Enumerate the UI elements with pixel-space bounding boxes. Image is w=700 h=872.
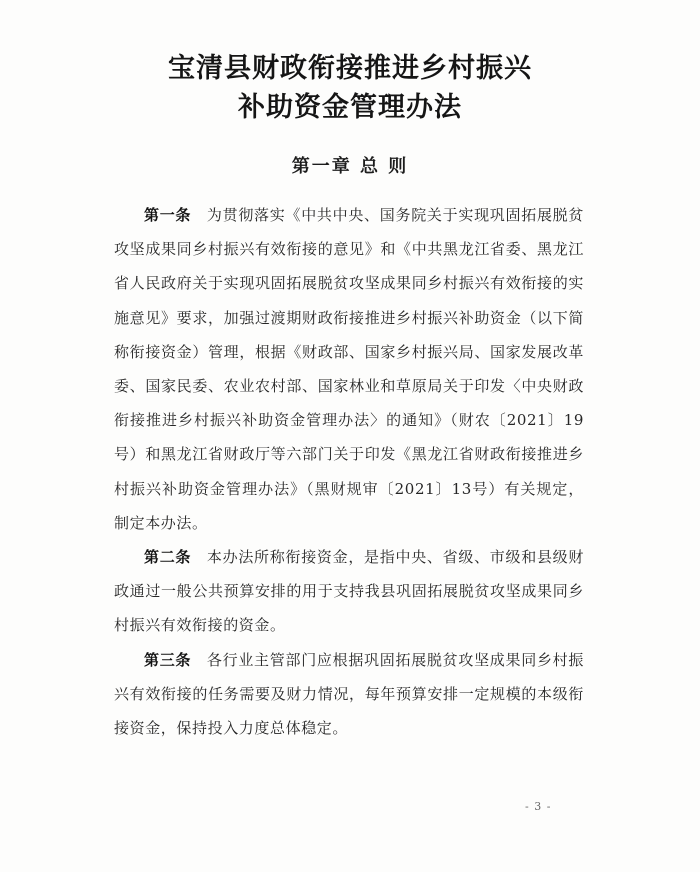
- article-number: 第一条: [144, 206, 192, 224]
- chapter-heading: 第一章 总 则: [291, 156, 409, 177]
- article-number: 第二条: [144, 548, 192, 567]
- article-text: 本办法所称衔接资金，是指中央、省级、市级和县级财政通过一般公共预算安排的用于支持我县巩固拓展脱贫攻坚成果同乡村振兴有效衔接的资金。: [114, 548, 584, 635]
- article-number: 第三条: [144, 650, 192, 669]
- article-1: [114, 198, 584, 540]
- page-number: - 3 -: [525, 800, 552, 813]
- document-body: [114, 198, 584, 745]
- article-3: [114, 643, 584, 746]
- document-title-line-1: 宝清县财政衔接推进乡村振兴: [168, 53, 532, 84]
- article-2: [114, 540, 584, 643]
- article-text: 各行业主管部门应根据巩固拓展脱贫攻坚成果同乡村振兴有效衔接的任务需要及财力情况，每年预算安排一定规模的本级衔接资金，保持投入力度总体稳定。: [114, 650, 584, 738]
- document-title-line-2: 补助资金管理办法: [238, 92, 462, 123]
- article-text: 为贯彻落实《中共中央、国务院关于实现巩固拓展脱贫攻坚成果同乡村振兴有效衔接的意见》和《中共黑龙江省委、黑龙江省人民政府关于实现巩固拓展脱贫攻坚成果同乡村振兴有效衔接的实施意见》要求，加强过渡期财政衔接推进乡村振兴补助资金（以下简称衔接资金）管理，根据《财政部、国家乡村振兴局、国家发展改革委、国家民委、农业农村部、国家林业和草原局关于印发〈中央财政衔接推进乡村振兴补助资金管理办法〉的通知》（财农〔2021〕19号）和黑龙江省财政厅等六部门关于印发《黑龙江省财政衔接推进乡村振兴补助资金管理办法》（黑财规审〔2021〕13号）有关规定，制定本办法。: [114, 206, 584, 532]
